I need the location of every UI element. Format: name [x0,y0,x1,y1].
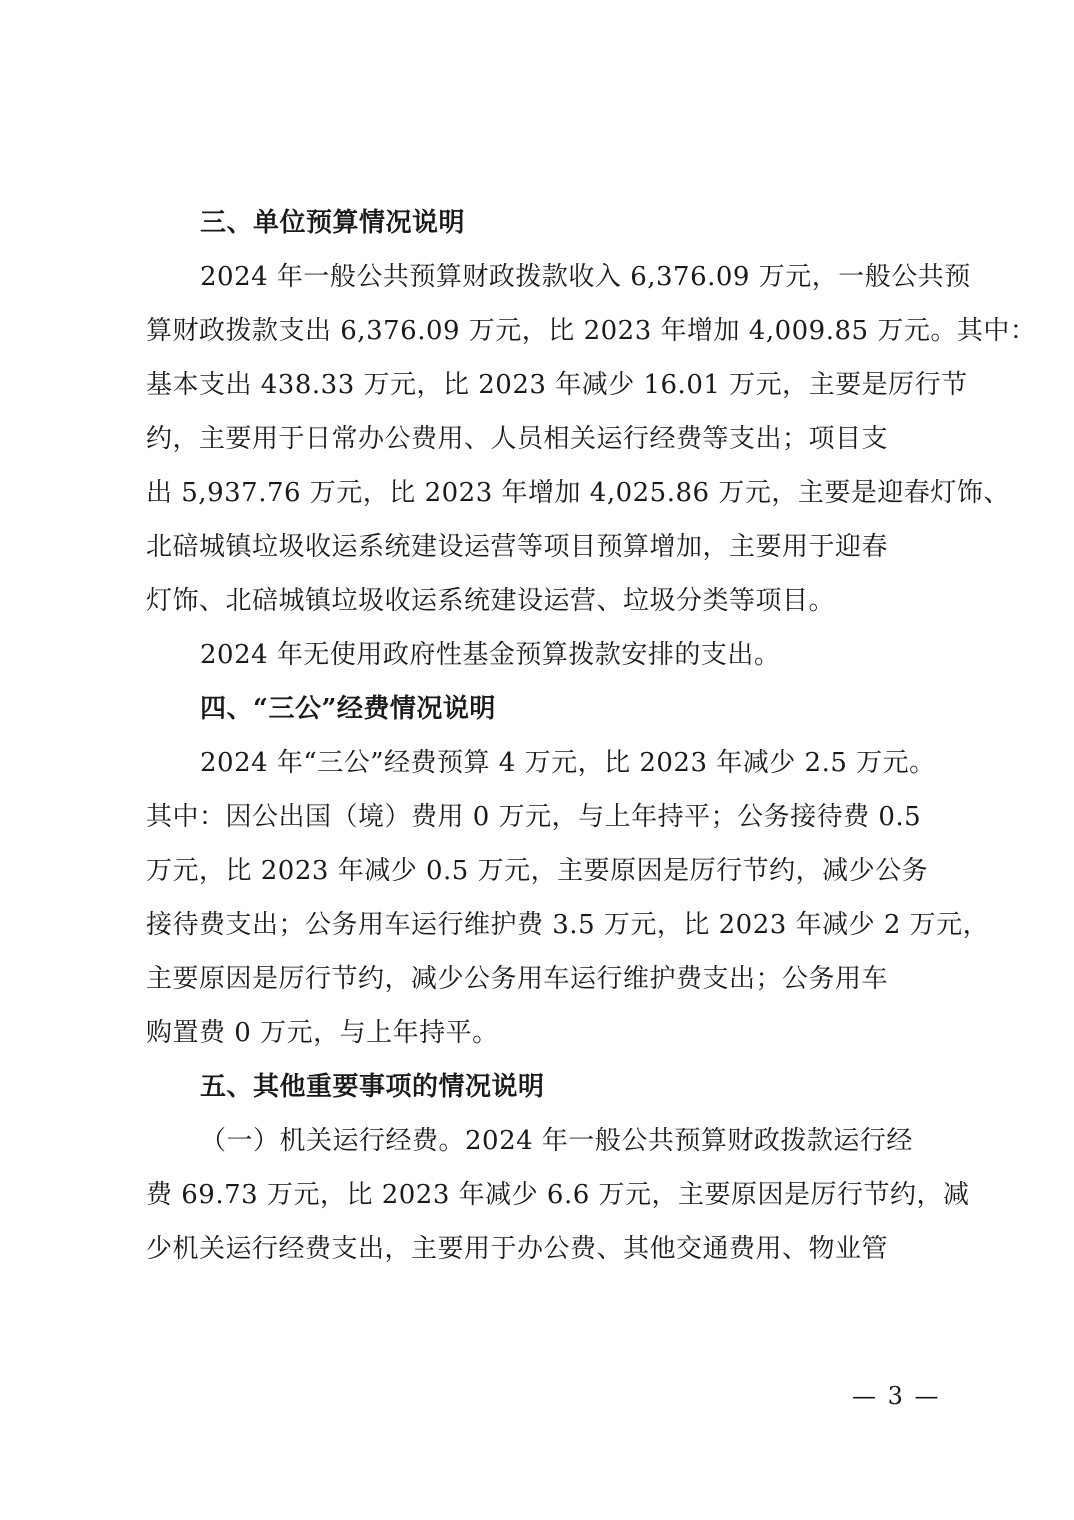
section-heading-3: 三、单位预算情况说明 [200,208,466,238]
paragraph-line: 主要原因是厉行节约，减少公务用车运行维护费支出；公务用车 [146,964,889,994]
paragraph-line: 基本支出 438.33 万元，比 2023 年减少 16.01 万元，主要是厉行节 [146,370,968,400]
paragraph-line: 其中：因公出国（境）费用 0 万元，与上年持平；公务接待费 0.5 [146,802,922,832]
page-number: — 3 — [852,1382,941,1410]
section-heading-4: 四、“三公”经费情况说明 [200,694,496,724]
paragraph-line: 北碚城镇垃圾收运系统建设运营等项目预算增加，主要用于迎春 [146,532,889,562]
paragraph-line: 灯饰、北碚城镇垃圾收运系统建设运营、垃圾分类等项目。 [146,586,836,616]
paragraph-line: 购置费 0 万元，与上年持平。 [146,1018,499,1048]
paragraph-line: 出 5,937.76 万元，比 2023 年增加 4,025.86 万元，主要是迎春灯饰、 [146,478,1010,508]
section-heading-5: 五、其他重要事项的情况说明 [200,1072,545,1102]
paragraph-line: 接待费支出；公务用车运行维护费 3.5 万元，比 2023 年减少 2 万元， [146,910,990,940]
paragraph-line: 约，主要用于日常办公费用、人员相关运行经费等支出；项目支 [146,424,889,454]
paragraph-line: 少机关运行经费支出，主要用于办公费、其他交通费用、物业管 [146,1234,889,1264]
paragraph-line: 2024 年一般公共预算财政拨款收入 6,376.09 万元，一般公共预 [200,262,971,292]
document-body [146,196,1037,1276]
paragraph-line: 2024 年“三公”经费预算 4 万元，比 2023 年减少 2.5 万元。 [200,748,936,778]
paragraph-line: 算财政拨款支出 6,376.09 万元，比 2023 年增加 4,009.85 万元。其中： [146,316,1037,346]
paragraph-line: 2024 年无使用政府性基金预算拨款安排的支出。 [200,640,781,670]
paragraph-line: （一）机关运行经费。2024 年一般公共预算财政拨款运行经 [200,1126,913,1156]
paragraph-line: 费 69.73 万元，比 2023 年减少 6.6 万元，主要原因是厉行节约，减 [146,1180,970,1210]
paragraph-line: 万元，比 2023 年减少 0.5 万元，主要原因是厉行节约，减少公务 [146,856,929,886]
